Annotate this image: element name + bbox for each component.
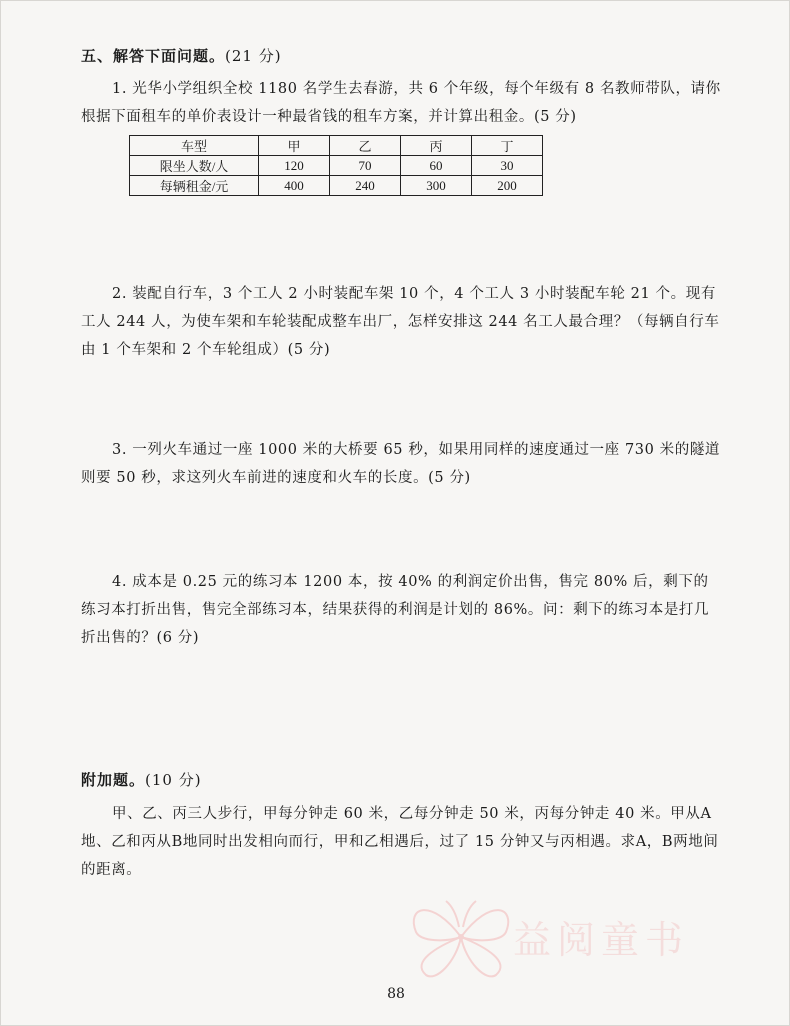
watermark-logo xyxy=(401,887,751,987)
butterfly-icon xyxy=(401,887,521,987)
question-1: 1. 光华小学组织全校 1180 名学生去春游，共 6 个年级，每个年级有 8 名教师带队，请你根据下面租车的单价表设计一种最省钱的租车方案，并计算出租金。(5 分) xyxy=(81,81,721,125)
table-row xyxy=(130,156,543,176)
table-cell: 400 xyxy=(259,176,330,196)
question-2: 2. 装配自行车，3 个工人 2 小时装配车架 10 个，4 个工人 3 小时装配车轮 21 个。现有工人 244 人，为使车架和车轮装配成整车出厂，怎样安排这 244 名工人最合理？（每辆自行车由 1 个车架和 2 个车轮组成）(5 分) xyxy=(81,286,720,358)
table-cell: 60 xyxy=(401,156,472,176)
section-title xyxy=(81,45,282,66)
bonus-points: (10 分) xyxy=(145,771,202,789)
bonus-title xyxy=(81,769,202,790)
bonus-title-text: 附加题。 xyxy=(81,771,146,789)
question-4: 4. 成本是 0.25 元的练习本 1200 本，按 40% 的利润定价出售，售完 80% 后，剩下的练习本打折出售，售完全部练习本，结果获得的利润是计划的 86%。问：剩下的练习本是打几折出售的？(6 分) xyxy=(81,574,710,646)
watermark-text: 益阅童书 xyxy=(513,918,690,962)
table-row xyxy=(130,176,543,196)
price-table xyxy=(129,135,543,196)
table-cell: 300 xyxy=(401,176,472,196)
table-cell: 丁 xyxy=(472,136,543,156)
table-cell: 30 xyxy=(472,156,543,176)
table-cell: 乙 xyxy=(330,136,401,156)
question-3: 3. 一列火车通过一座 1000 米的大桥要 65 秒，如果用同样的速度通过一座 730 米的隧道则要 50 秒，求这列火车前进的速度和火车的长度。(5 分) xyxy=(81,442,721,486)
bonus-question: 甲、乙、丙三人步行，甲每分钟走 60 米，乙每分钟走 50 米，丙每分钟走 40 米。甲从A地、乙和丙从B地同时出发相向而行，甲和乙相遇后，过了 15 分钟又与丙相遇。求A，B两地间的距离。 xyxy=(81,806,719,878)
table-header-row xyxy=(130,136,543,156)
table-cell: 限坐人数/人 xyxy=(130,156,259,176)
table-cell: 每辆租金/元 xyxy=(130,176,259,196)
table-cell: 车型 xyxy=(130,136,259,156)
table-cell: 丙 xyxy=(401,136,472,156)
section-points: (21 分) xyxy=(225,47,282,65)
table-cell: 240 xyxy=(330,176,401,196)
table-cell: 120 xyxy=(259,156,330,176)
table-cell: 200 xyxy=(472,176,543,196)
section-title-text: 五、解答下面问题。 xyxy=(81,47,226,65)
page-number: 88 xyxy=(387,986,405,1002)
table-cell: 70 xyxy=(330,156,401,176)
table-cell: 甲 xyxy=(259,136,330,156)
